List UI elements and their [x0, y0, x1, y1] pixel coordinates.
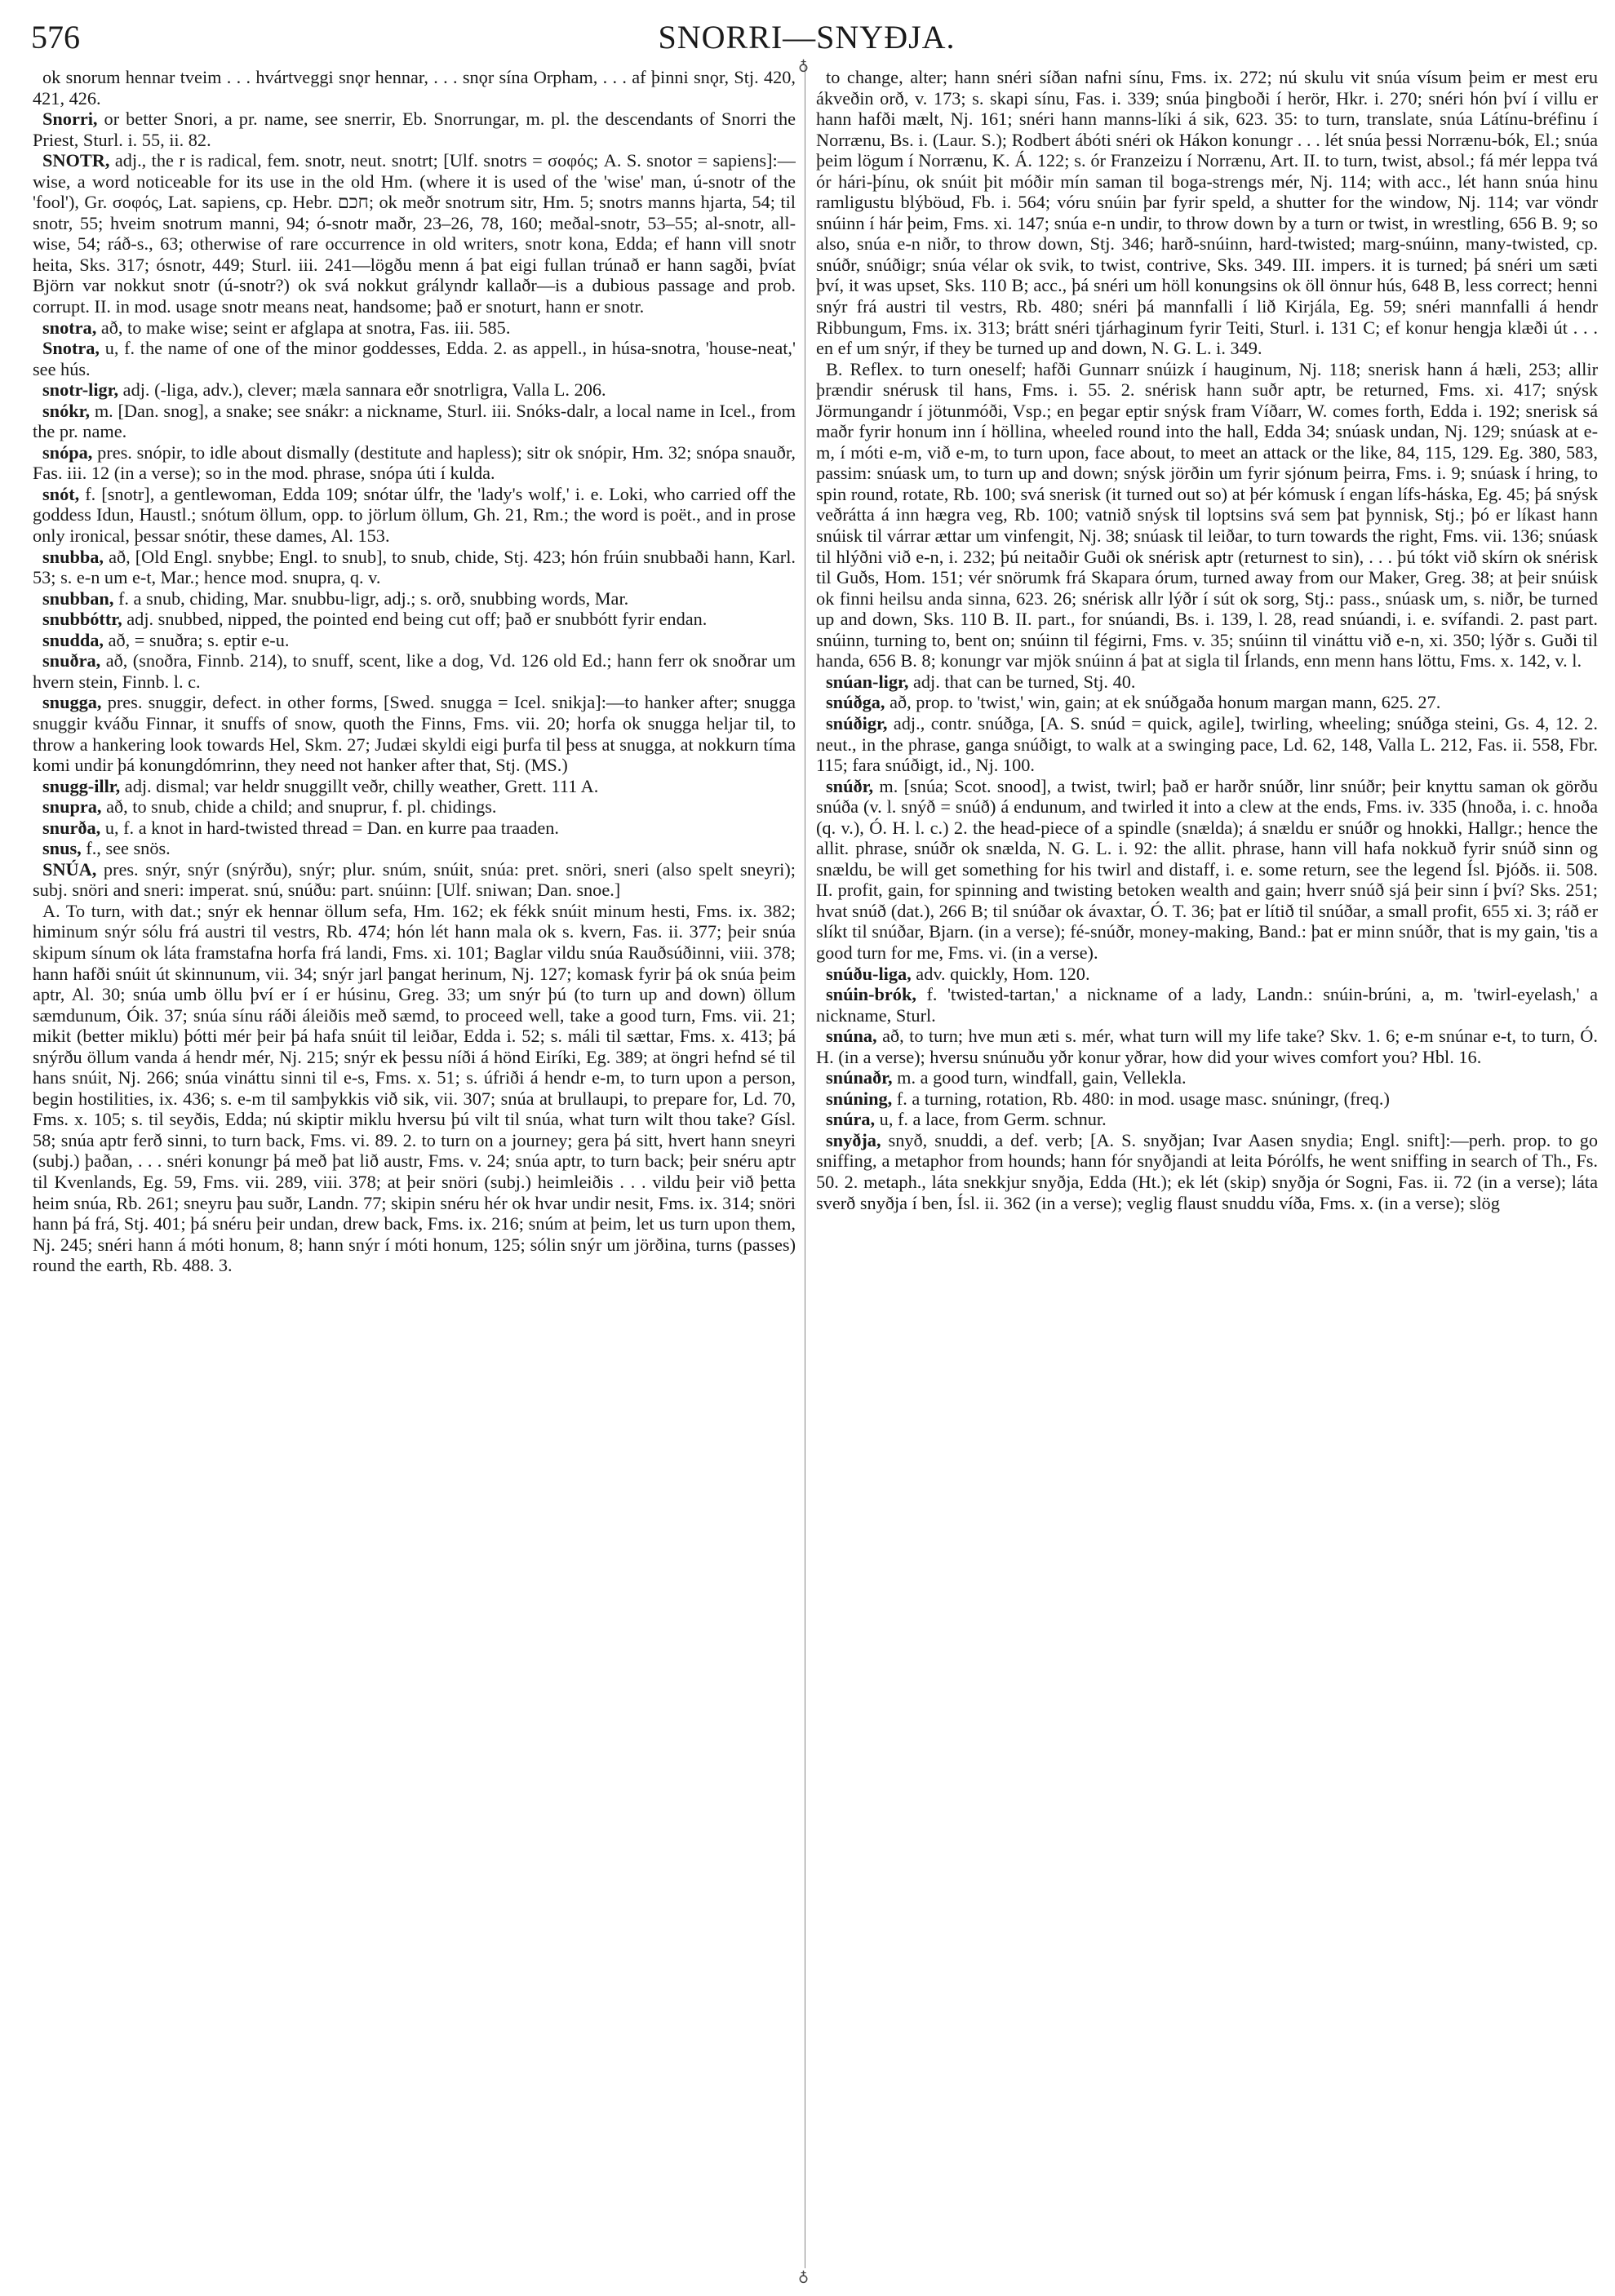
entry-text: að, [Old Engl. snybbe; Engl. to snub], to snub, chide, Stj. 423; hón frúin snubbaði hann, Karl. 53; s. e-n um e-t, Mar.; hence mod. snupra, q. v.: [33, 546, 796, 588]
entry-text: A. To turn, with dat.; snýr ek hennar öllum sefa, Hm. 162; ek fékk snúit minum hesti, Fms. ix. 382; himinum snýr sólu frá austri til vestrs, Rb. 474; hón lét hann mala ok s. kvern, Fas. ii. 377; þeir snúa skipum sínum ok láta framstafna horfa frá landi, Fms. xi. 101; Baglar vildu snúa Rauðsúðinni, viii. 378; hann hafði snúit út skinnunum, vii. 34; snýr jarl þangat herinum, Nj. 127; komask fyrir þá ok snúa þeim aptr, Al. 30; snúa umb öllu því er í er húsinu, Greg. 33; um snýr þú (to turn up and down) öllum sæmdunum, Óik. 37; snúa sínu ráði áleiðis með sæmd, to proceed well, take a good turn, Fms. vii. 21; mikit (better miklu) þótti mér þeir þá hafa snúit til leiðar, Edda i. 52; s. máli til sættar, Fms. x. 413; þá snýrðu öllum vanda á hendr mér, Nj. 215; snýr ek þessu níði á hönd Eiríki, Eg. 389; at öngri hefnd sé til hans snúit, Nj. 266; snúa vináttu sinni til e-s, Fms. x. 51; s. úfriði á hendr e-m, to turn upon a person, begin hostilities, ix. 436; s. e-m til samþykkis við sik, vii. 307; snúa at brullaupi, to prepare for, Ld. 70, Fms. x. 105; s. til seyðis, Edda; nú skiptir miklu hversu þú vilt til snúa, what turn wilt thou take? Gísl. 58; snúa aptr ferð sinni, to turn back, Fms. vi. 89. 2. to turn on a journey; gera þá sitt, hvert hann sneyri (subj.) þaðan, . . . snéri konungr þá með þat lið austr, Fms. v. 24; snúa aptr, to turn back; þeir snéru aptr til Kvenlands, Eg. 59, Fms. vii. 289, viii. 378; at þeir snöri (subj.) heimleiðis . . . vildu þeir við þetta heim snúa, Rb. 261; sneyru þau suðr, Landn. 77; skipin snéru hér ok hvar undir nesit, Fms. ix. 314; snöri hann þá frá, Stj. 401; þá snéru þeir undan, drew back, Fms. ix. 216; snúm at þeim, let us turn upon them, Nj. 245; snéri hann á móti honum, 8; hann snýr í móti honum, 125; sólin snýr um jörðina, turns (passes) round the earth, Rb. 488. 3.: [33, 900, 796, 1276]
entry-text: u, f. a lace, from Germ. schnur.: [875, 1109, 1107, 1130]
dictionary-entry: [816, 776, 1598, 964]
entry-text: adj. (-liga, adv.), clever; mæla sannara eðr snotrligra, Valla L. 206.: [118, 379, 606, 401]
page-header: [31, 18, 1582, 59]
dictionary-entry: [33, 547, 796, 588]
entry-text: að, to turn; hve mun æti s. mér, what turn will my life take? Skv. 1. 6; e-m snúnar e-t, to turn, Ó. H. (in a verse); hversu snúnuðu yðr konur yðrar, how did your wives comfort you? Hbl. 16.: [816, 1026, 1598, 1067]
headword: snúan-ligr,: [826, 671, 909, 692]
dictionary-entry: [816, 1130, 1598, 1213]
entry-text: m. a good turn, windfall, gain, Vellekla.: [892, 1067, 1187, 1088]
entry-text: f. 'twisted-tartan,' a nickname of a lady, Landn.: snúin-brúni, a, m. 'twirl-eyelash,' a nickname, Sturl.: [816, 984, 1598, 1026]
headword: snugg-illr,: [42, 775, 121, 796]
dictionary-entry: [33, 630, 796, 651]
headword: Snotra,: [42, 338, 100, 359]
headword: snókr,: [42, 400, 91, 421]
dictionary-entry: [816, 984, 1598, 1026]
entry-text: or better Snori, a pr. name, see snerrir, Eb. Snorrungar, m. pl. the descendants of Snorri the Priest, Sturl. i. 55, ii. 82.: [33, 109, 796, 150]
headword: snúin-brók,: [826, 984, 916, 1005]
entry-text: snyð, snuddi, a def. verb; [A. S. snyðjan; Ivar Aasen snydia; Engl. snift]:—perh. prop. to go sniffing, a metaphor from hounds; hann fór snyðjandi at leita Þórólfs, he went sniffing in search of Th., Fs. 50. 2. metaph., láta snekkjur snyðja, Edda (Ht.); ek lét (skip) snyðja ór Sogni, Fas. ii. 72 (in a verse); láta sverð snyðja í ben, Ísl. ii. 362 (in a verse); veglig flaust snuddu víða, Fms. x. (in a verse); slög: [816, 1129, 1598, 1213]
left-column: [33, 67, 796, 2270]
right-column: [816, 67, 1598, 2270]
headword: SNÚA,: [42, 858, 97, 880]
headword: snúna,: [826, 1026, 877, 1047]
dictionary-entry: [33, 588, 796, 609]
entry-text: adj., contr. snúðga, [A. S. snúd = quick, agile], twirling, wheeling; snúðga steini, Gs. 4, 12. 2. neut., in the phrase, ganga snúðigt, to walk at a swinging pace, Ld. 62, 148, Valla L. 212, Fas. ii. 558, Fbr. 115; fara snúðigt, id., Nj. 100.: [816, 712, 1598, 776]
entry-text: að, (snoðra, Finnb. 214), to snuff, scent, like a dog, Vd. 126 old Ed.; hann ferr ok snoðrar um hvern stein, Finnb. l. c.: [33, 650, 796, 692]
headword: snót,: [42, 483, 80, 504]
headword: snúning,: [826, 1088, 893, 1109]
dictionary-entry: [33, 442, 796, 484]
dictionary-entry: [33, 776, 796, 797]
entry-text: að, = snuðra; s. eptir e-u.: [104, 629, 290, 650]
dictionary-entry: [33, 796, 796, 818]
entry-text: að, prop. to 'twist,' win, gain; at ek snúðgaða honum margan mann, 625. 27.: [885, 692, 1441, 713]
entry-text: pres. snuggir, defect. in other forms, [Swed. snugga = Icel. snikja]:—to hanker after; snugga snuggir kváðu Finnar, it snuffs of snow, quoth the Finns, Fms. vii. 20; horfa ok snugga heljar til, to throw a hankering look towards Hel, Skm. 27; Judæi skyldi eigi þurfa til þess at snugga, at nokkurn tíma komi undir þá konungdómrinn, they need not hanker after that, Stj. (MS.): [33, 692, 796, 776]
dictionary-entry: [33, 692, 796, 775]
headword: snubba,: [42, 546, 104, 567]
dictionary-entry: [816, 1067, 1598, 1088]
dictionary-entry: [33, 401, 796, 442]
entry-text: pres. snópir, to idle about dismally (destitute and hapless); sitr ok snópir, Hm. 32; snópa snauðr, Fas. iii. 12 (in a verse); so in the mod. phrase, snópa úti í kulda.: [33, 441, 796, 484]
headword: snugga,: [42, 692, 102, 713]
dictionary-entry: [816, 1109, 1598, 1130]
dictionary-entry: [33, 609, 796, 630]
headword: snupra,: [42, 796, 102, 818]
headword: snyðja,: [826, 1129, 881, 1150]
headword: snotr-ligr,: [42, 379, 119, 401]
entry-text: adj. that can be turned, Stj. 40.: [908, 671, 1136, 692]
dictionary-entry: [816, 67, 1598, 359]
headword: snópa,: [42, 441, 93, 463]
headword: snúnaðr,: [826, 1067, 893, 1088]
dictionary-entry: [33, 109, 796, 150]
entry-text: adj. dismal; var heldr snuggillt veðr, chilly weather, Grett. 111 A.: [120, 775, 599, 796]
dictionary-entry: [816, 359, 1598, 672]
entry-text: pres. snýr, snýr (snýrðu), snýr; plur. snúm, snúit, snúa: pret. snöri, sneri (also spelt sneyri); subj. snöri and sneri: imperat. snú, snúðu: part. snúinn: [Ulf. sniwan; Dan. snoe.]: [33, 858, 796, 901]
headword: snúðu-liga,: [826, 963, 912, 984]
dictionary-entry: [33, 838, 796, 859]
entry-text: ok snorum hennar tveim . . . hvártveggi snǫr hennar, . . . snǫr sína Orpham, . . . af þinni snǫr, Stj. 420, 421, 426.: [33, 67, 796, 109]
headword: snurða,: [42, 817, 101, 838]
entry-text: að, to snub, chide a child; and snuprur, f. pl. chidings.: [101, 796, 497, 818]
dictionary-entry: [33, 859, 796, 901]
entry-text: m. [Dan. snog], a snake; see snákr: a nickname, Sturl. iii. Snóks-dalr, a local name in Icel., from the pr. name.: [33, 400, 796, 442]
headword: snúðr,: [826, 775, 874, 796]
entry-text: f. [snotr], a gentlewoman, Edda 109; snótar úlfr, the 'lady's wolf,' i. e. Loki, who carried off the goddess Idun, Haustl.; snótum öllum, opp. to jörlum öllum, Gh. 21, Rm.; the word is poët., and in prose only ironical, þessar snótir, these dames, Al. 153.: [33, 483, 796, 547]
dictionary-entry: [816, 1088, 1598, 1110]
dictionary-entry: [816, 713, 1598, 776]
headword: snúðga,: [826, 692, 885, 713]
entry-text: að, to make wise; seint er afglapa at snotra, Fas. iii. 585.: [96, 317, 511, 338]
entry-text: adj. snubbed, nipped, the pointed end being cut off; það er snubbótt fyrir endan.: [122, 609, 708, 630]
ornament-icon: ♁: [798, 2268, 810, 2285]
entry-text: f., see snös.: [81, 838, 171, 859]
headword: Snorri,: [42, 109, 98, 130]
dictionary-entry: [33, 150, 796, 317]
dictionary-entry: [33, 67, 796, 109]
entry-text: to change, alter; hann snéri síðan nafni sínu, Fms. ix. 272; nú skulu vit snúa vísum þeim er mest eru ákveðin orð, v. 173; s. skapi sínu, Fas. i. 339; snúa þingboði í herör, Hkr. i. 270; snéri hón því í villu er hann hafði mælt, Nj. 161; snéri hann manns-líki á sik, 623. 35: to turn, translate, snúa Látínu-bréfinu í Norrænu, Bs. i. (Laur. S.); Rodbert ábóti snéri ok Hákon konungr . . . lét snúa þessi Norrænu-bók, El.; snúa þeim lögum í Norrænu, K. Á. 122; s. ór Franzeizu í Norrænu, Art. II. to turn, twist, absol.; fá mér leppa tvá ór hári-þínu, ok snúit þit móðir mín saman til boga-strengs mér, Nj. 114; with acc., lét hann snúa hinu ramligustu blýböud, Fb. i. 564; vóru snúin þar fyrir speld, a shutter for the window, Nj. 114; var vöndr snúinn í hár þeim, Fms. xi. 147; snúa e-n undir, to throw down by a turn or twist, in wrestling, 656 B. 9; so also, snúa e-n niðr, to throw down, Stj. 346; harð-snúinn, hard-twisted; marg-snúinn, many-twisted, cp. snúðr, snúðigr; snúa vélar ok svik, to twist, contrive, Sks. 349. III. impers. it is turned; þá snéri um sæti því, it was upset, Sks. 110 B; acc., þá snéri um höll konungsins ok öll önnur hús, 648 B, less correct; henni snýr frá austri til vestrs, Rb. 480; snéri þá mannfalli í lið Kirjála, Eg. 59; snéri mannfalli á hendr Ribbungum, Fms. ix. 313; brátt snéri tjárhaginum fyrir Teiti, Sturl. i. 131 C; ef konur hengja klæði út . . . en ef um snýr, if they be turned up and down, N. G. L. i. 349.: [816, 67, 1598, 359]
dictionary-entry: [816, 672, 1598, 693]
entry-text: adv. quickly, Hom. 120.: [911, 963, 1090, 984]
headword: snuðra,: [42, 650, 101, 672]
entry-text: m. [snúa; Scot. snood], a twist, twirl; það er harðr snúðr, linr snúðr; þeir knyttu saman ok görðu snúða (v. l. snýð = snúð) á endunum, and twirled it into a clew at the ends, Fms. iv. 335 (hnoða, i. c. hnoða (q. v.), Ó. H. l. c.) 2. the head-piece of a spindle (snælda); á snældu er snúðr og hnokki, Hallgr.; hence the allit. phrase, snúðr ok snælda, N. G. L. i. 92: the allit. phrase, hann vill hafa nokkuð fyrir snúð sinn og snældu, be will get something for his twirl and distaff, i. e. some return, see the legend Ísl. Þjóðs. ii. 508. II. profit, gain, for spinning and twisting betoken wealth and gain; hverr snúð sjá þeir sinn í því? Sks. 251; hvat snúð (dat.), 266 B; til snúðar ok ávaxtar, Ó. T. 36; þat er lítið til snúðar, a small profit, 655 xi. 3; ráð er slíkt til snúðar, Bjarn. (in a verse); fé-snúðr, money-making, Band.: þat er minn snúðr, that is my gain, 'tis a good turn for me, Fms. vi. (in a verse).: [816, 775, 1598, 963]
dictionary-entry: [33, 818, 796, 839]
headword: snudda,: [42, 629, 104, 650]
dictionary-entry: [33, 901, 796, 1276]
dictionary-entry: [33, 650, 796, 692]
dictionary-entry: [33, 338, 796, 379]
dictionary-entry: [33, 379, 796, 401]
headword: snubbóttr,: [42, 609, 122, 630]
dictionary-entry: [33, 317, 796, 339]
entry-text: u, f. a knot in hard-twisted thread = Dan. en kurre paa traaden.: [100, 817, 559, 838]
entry-text: f. a snub, chiding, Mar. snubbu-ligr, adj.; s. orð, snubbing words, Mar.: [113, 587, 629, 609]
dictionary-entry: [33, 484, 796, 547]
headword: snúra,: [826, 1109, 876, 1130]
ornament-icon: ♁: [798, 57, 810, 73]
dictionary-entry: [816, 692, 1598, 713]
headword: snúðigr,: [826, 712, 888, 734]
page-title: SNORRI—SNYÐJA.: [658, 19, 956, 55]
headword: snus,: [42, 838, 82, 859]
entry-text: adj., the r is radical, fem. snotr, neut. snotrt; [Ulf. snotrs = σοφός; A. S. snotor = sapiens]:—wise, a word noticeable for its use in the old Hm. (where it is used of the 'wise' man, ú-snotr of the 'fool'), Gr. σοφός, Lat. sapiens, cp. Hebr. חכם; ok meðr snotrum sitr, Hm. 5; snotrs manns hjarta, 54; til snotr, 55; hveim snotrum manni, 94; ó-snotr maðr, 23–26, 78, 160; meðal-snotr, 53–55; al-snotr, all-wise, 54; ráð-s., 63; otherwise of rare occurrence in old writers, snotr kona, Edda; ef hann vill snotr heita, Sks. 317; ósnotr, 449; Sturl. iii. 241—lögðu menn á þat eigi fullan trúnað er hann sagði, þvíat Björn var nokkut snotr (ú-snotr?) ok svá nokkut grályndr kallaðr—is a dubious passage and prob. corrupt. II. in mod. usage snotr means neat, handsome; það er snoturt, hann er snotr.: [33, 150, 796, 317]
headword: snubban,: [42, 587, 114, 609]
entry-text: u, f. the name of one of the minor goddesses, Edda. 2. as appell., in húsa-snotra, 'house-neat,' see hús.: [33, 338, 796, 379]
dictionary-entry: [816, 1026, 1598, 1067]
headword: snotra,: [42, 317, 97, 338]
dictionary-entry: [816, 964, 1598, 985]
headword: SNOTR,: [42, 150, 110, 171]
entry-text: f. a turning, rotation, Rb. 480: in mod. usage masc. snúningr, (freq.): [892, 1088, 1390, 1109]
entry-text: B. Reflex. to turn oneself; hafði Gunnarr snúizk í hauginum, Nj. 118; snerisk hann á hæli, 253; allir þrændir snérusk til hans, Fms. i. 55. 2. snérisk hann suðr aptr, be returned, Fms. xi. 417; snýsk Jörmungandr í jötunmóði, Vsp.; en þegar eptir snýsk fram Víðarr, W. comes forth, Edda i. 192; snerisk sá maðr fyrir honum inn í höllina, wheeled round into the hall, Edda 34; snúask undan, Nj. 129; snúask at e-m, í móti e-m, við e-m, to turn upon, face about, to meet an attack or the like, 84, 115, 129. Eg. 380, 583, passim: snúask um, to turn up and down; snýsk jörðin um fyrir sjónum þeirra, Fms. i. 9; snúask í hring, to spin round, rotate, Rb. 100; svá snerisk (it turned out so) at þér kómusk í engan lífs-háska, Eg. 45; þá snýsk veðrátta á inn hægra veg, Rb. 100; vatnið snýsk til loptsins svá sem þat þynnisk, Stj.; þó er líkast hann snúisk til várrar ættar um vinfengit, Nj. 38; snúask til leiðar, to turn towards the right, Fms. vii. 136; snúask til hlýðni við e-n, i. 232; þú neitaðir Guði ok snérisk aptr (returnest to sin), . . . þú tókt við skírn ok snérisk til Guðs, Hom. 151; vér snörumk frá Skapara órum, turned away from our Maker, Greg. 38; at þeir snúisk ok finni heilsu anda sinna, 623. 26; snérisk allr lýðr í sút ok sorg, Stj.: pass., snúask um, s. niðr, be turned up and down, Sks. 110 B. II. part., for snúandi, Bs. i. 139, l. 28, read snúandi, i. e. svífandi. 2. past part. snúinn, turning to, bent on; snúinn til fégirni, Fms. v. 35; snúinn til vináttu við e-n, xi. 350; lýðr s. Guði til handa, 656 B. 8; konungr var mjök snúinn á þat at sigla til Írlands, enn menn hans löttu, Fms. x. 142, v. l.: [816, 358, 1598, 672]
page-number: 576: [31, 19, 80, 55]
